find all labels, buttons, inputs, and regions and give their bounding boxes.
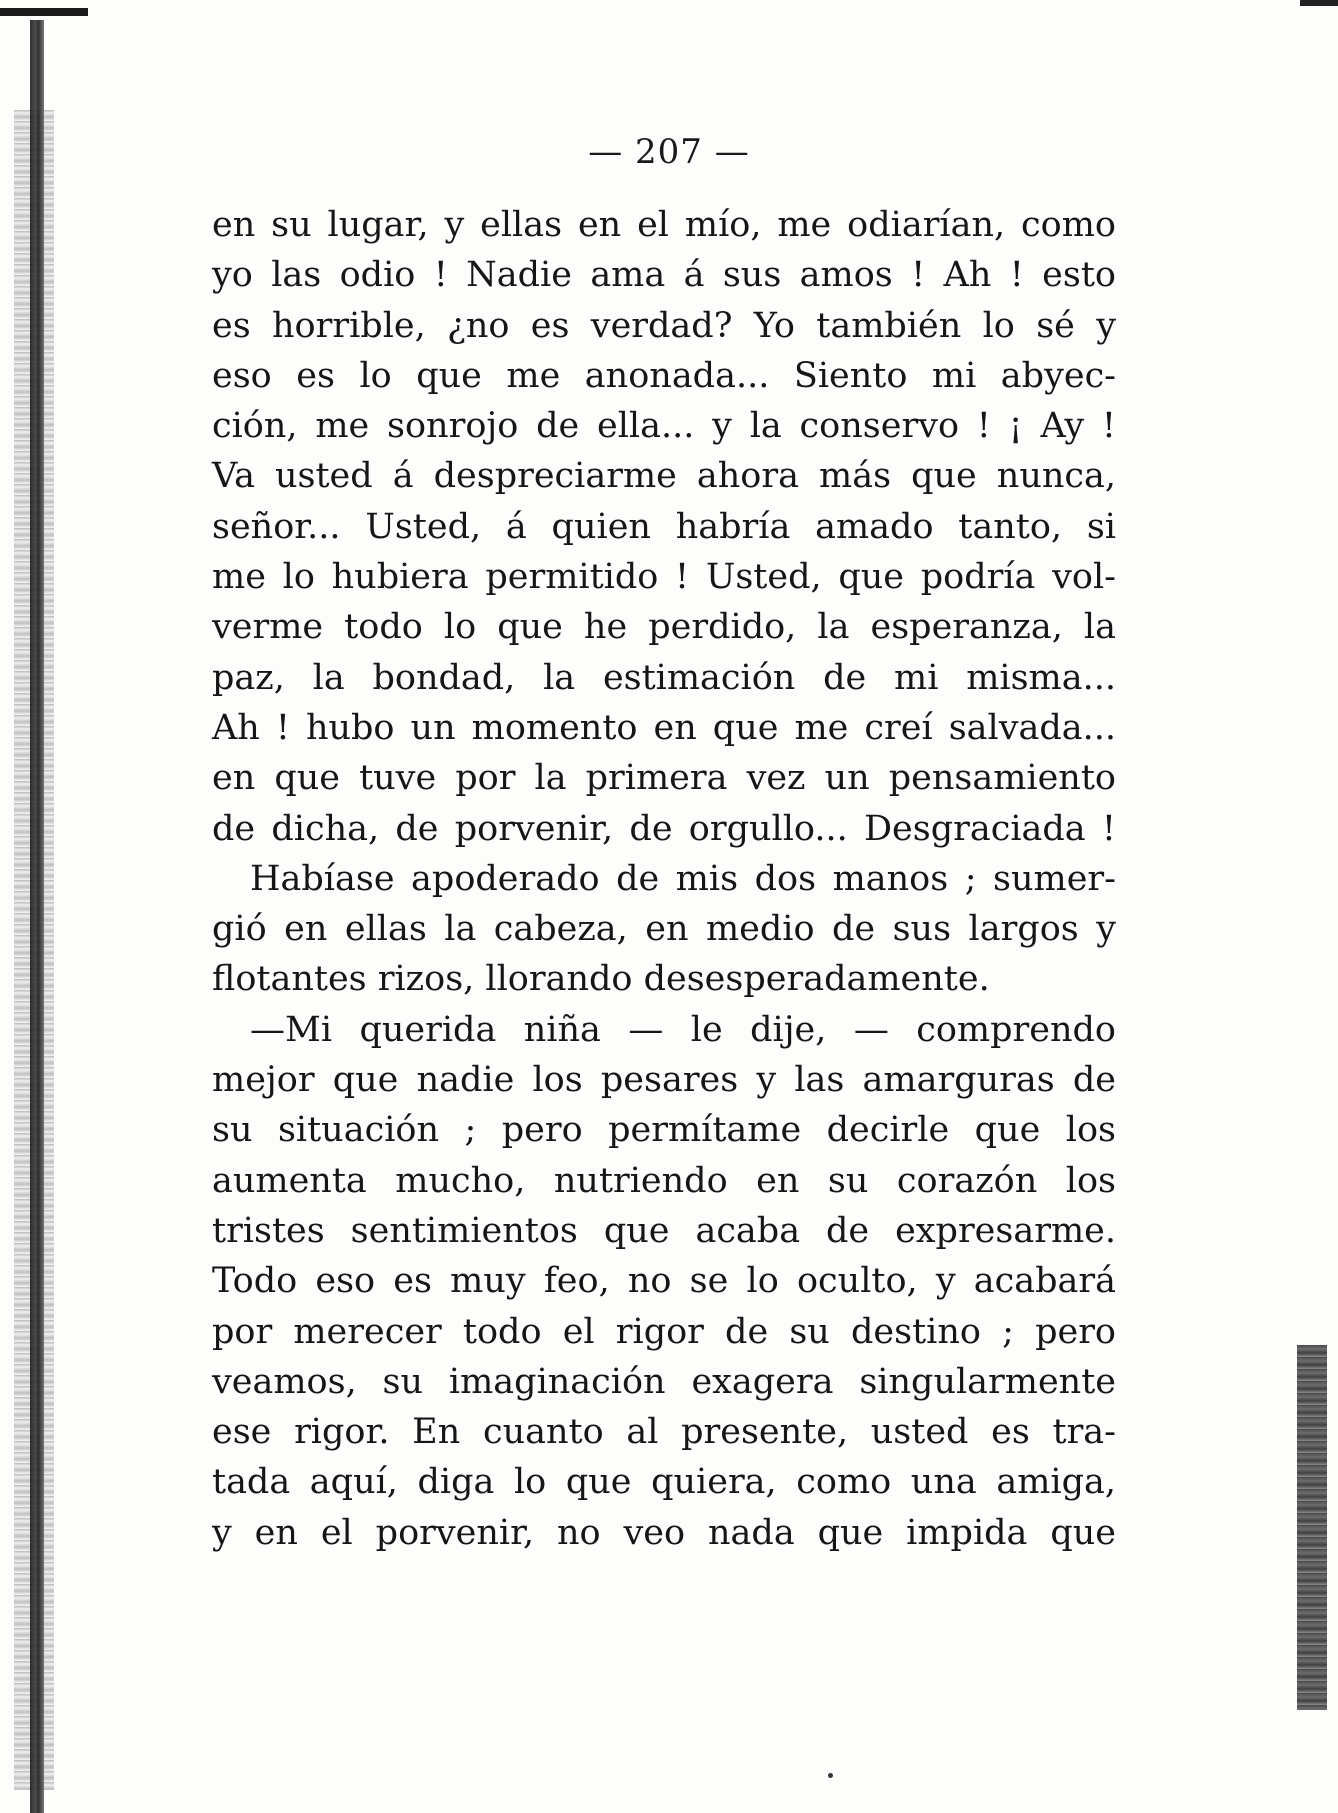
- text-line: Todo eso es muy feo, no se lo oculto, y acabará: [212, 1261, 1116, 1302]
- body-text: [212, 200, 1116, 1558]
- right-scan-mark: [1297, 1345, 1327, 1710]
- text-line: tada aquí, diga lo que quiera, como una amiga,: [212, 1462, 1116, 1503]
- text-line: verme todo lo que he perdido, la esperanza, la: [212, 607, 1116, 648]
- ink-dot: [828, 1773, 833, 1778]
- text-line: Habíase apoderado de mis dos manos ; sumer-: [250, 858, 1116, 899]
- text-line: me lo hubiera permitido ! Usted, que podría vol-: [212, 557, 1116, 598]
- text-line: es horrible, ¿no es verdad? Yo también lo sé y: [212, 305, 1116, 346]
- text-line: Va usted á despreciarme ahora más que nunca,: [212, 456, 1116, 497]
- text-line: paz, la bondad, la estimación de mi misma...: [212, 657, 1116, 698]
- text-line: ese rigor. En cuanto al presente, usted es tra-: [212, 1412, 1116, 1453]
- text-line: tristes sentimientos que acaba de expresarme.: [212, 1210, 1116, 1251]
- text-line: en que tuve por la primera vez un pensamiento: [212, 758, 1116, 799]
- text-line: su situación ; pero permítame decirle que los: [212, 1110, 1116, 1151]
- text-line: de dicha, de porvenir, de orgullo... Desgraciada !: [212, 808, 1116, 849]
- text-line: yo las odio ! Nadie ama á sus amos ! Ah ! esto: [212, 255, 1116, 296]
- paragraph: [212, 1005, 1116, 1558]
- text-line: Ah ! hubo un momento en que me creí salvada...: [212, 707, 1116, 748]
- corner-scan-mark: [1300, 0, 1338, 6]
- binding-top-edge: [0, 8, 88, 16]
- text-line: y en el porvenir, no veo nada que impida que: [212, 1512, 1116, 1553]
- text-line: por merecer todo el rigor de su destino ; pero: [212, 1311, 1116, 1352]
- paragraph: [212, 854, 1116, 1005]
- text-line: —Mi querida niña — le dije, — comprendo: [250, 1009, 1116, 1050]
- page-number: — 207 —: [588, 132, 750, 172]
- text-line: ción, me sonrojo de ella... y la conservo ! ¡ Ay !: [212, 406, 1116, 447]
- binding-edge: [30, 20, 44, 1813]
- text-line: aumenta mucho, nutriendo en su corazón los: [212, 1160, 1116, 1201]
- paragraph: [212, 200, 1116, 854]
- text-line: señor... Usted, á quien habría amado tanto, si: [212, 506, 1116, 547]
- text-line: veamos, su imaginación exagera singularmente: [212, 1361, 1116, 1402]
- text-line: gió en ellas la cabeza, en medio de sus largos y: [212, 909, 1116, 950]
- text-line: mejor que nadie los pesares y las amarguras de: [212, 1060, 1116, 1101]
- text-line: flotantes rizos, llorando desesperadamente.: [212, 959, 990, 1000]
- text-line: en su lugar, y ellas en el mío, me odiarían, como: [212, 205, 1116, 245]
- text-line: eso es lo que me anonada... Siento mi abyec-: [212, 355, 1116, 396]
